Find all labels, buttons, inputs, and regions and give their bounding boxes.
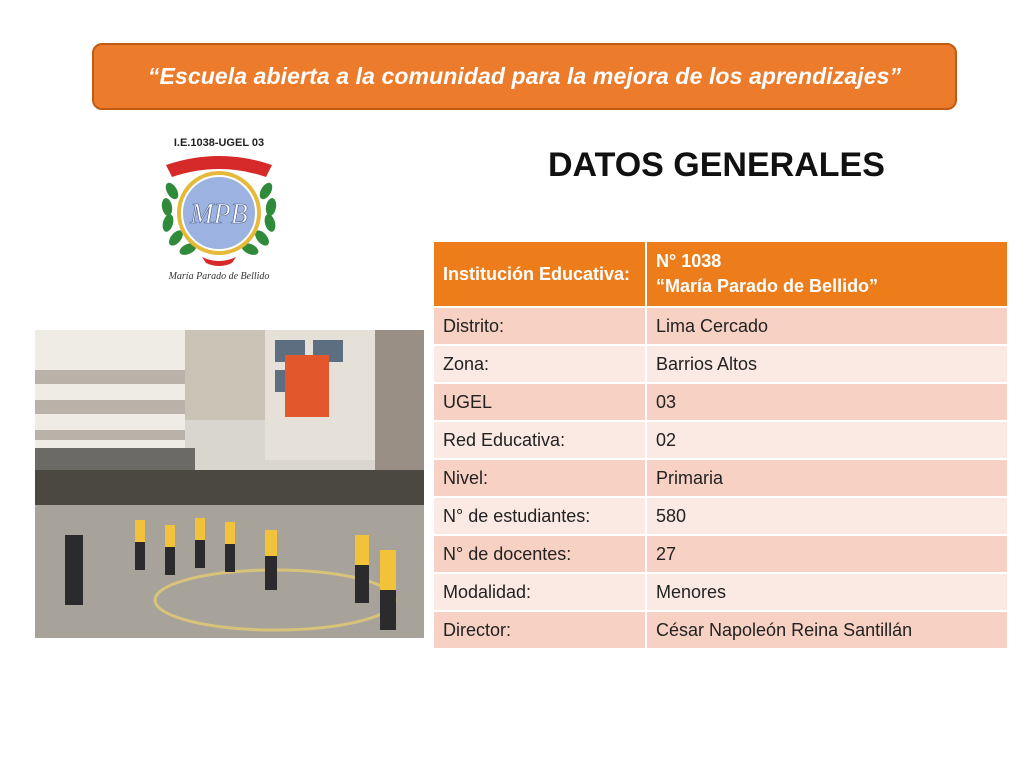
school-name: “María Parado de Bellido”	[656, 276, 879, 296]
table-header-value	[646, 241, 1008, 307]
logo-monogram: MPB	[190, 199, 248, 230]
table-row	[433, 573, 1008, 611]
table-row	[433, 497, 1008, 535]
school-data-table	[432, 240, 1009, 650]
row-label: Director:	[433, 611, 646, 649]
table-header-label: Institución Educativa:	[433, 241, 646, 307]
table-row	[433, 345, 1008, 383]
slogan-text: “Escuela abierta a la comunidad para la mejora de los aprendizajes”	[147, 63, 902, 89]
row-value: Barrios Altos	[646, 345, 1008, 383]
row-label: UGEL	[433, 383, 646, 421]
row-label: N° de estudiantes:	[433, 497, 646, 535]
logo-bottom-text: María Parado de Bellido	[168, 271, 270, 282]
table-row	[433, 307, 1008, 345]
table-row	[433, 459, 1008, 497]
table-row	[433, 535, 1008, 573]
row-value: 27	[646, 535, 1008, 573]
row-value: Menores	[646, 573, 1008, 611]
school-number: N° 1038	[656, 251, 722, 271]
row-label: N° de docentes:	[433, 535, 646, 573]
logo-top-text: I.E.1038-UGEL 03	[173, 137, 265, 149]
row-value: 580	[646, 497, 1008, 535]
row-label: Nivel:	[433, 459, 646, 497]
row-value: Lima Cercado	[646, 307, 1008, 345]
row-value: César Napoleón Reina Santillán	[646, 611, 1008, 649]
row-label: Red Educativa:	[433, 421, 646, 459]
row-value: 02	[646, 421, 1008, 459]
school-courtyard-photo	[35, 330, 424, 638]
laurel-wreath-emblem-icon	[158, 151, 280, 271]
row-value: Primaria	[646, 459, 1008, 497]
row-value: 03	[646, 383, 1008, 421]
school-logo	[158, 137, 280, 287]
slogan-banner	[92, 43, 957, 110]
table-row	[433, 611, 1008, 649]
row-label: Modalidad:	[433, 573, 646, 611]
table-header-row	[433, 241, 1008, 307]
table-row	[433, 421, 1008, 459]
page-title: DATOS GENERALES	[548, 146, 885, 184]
row-label: Zona:	[433, 345, 646, 383]
table-row	[433, 383, 1008, 421]
row-label: Distrito:	[433, 307, 646, 345]
